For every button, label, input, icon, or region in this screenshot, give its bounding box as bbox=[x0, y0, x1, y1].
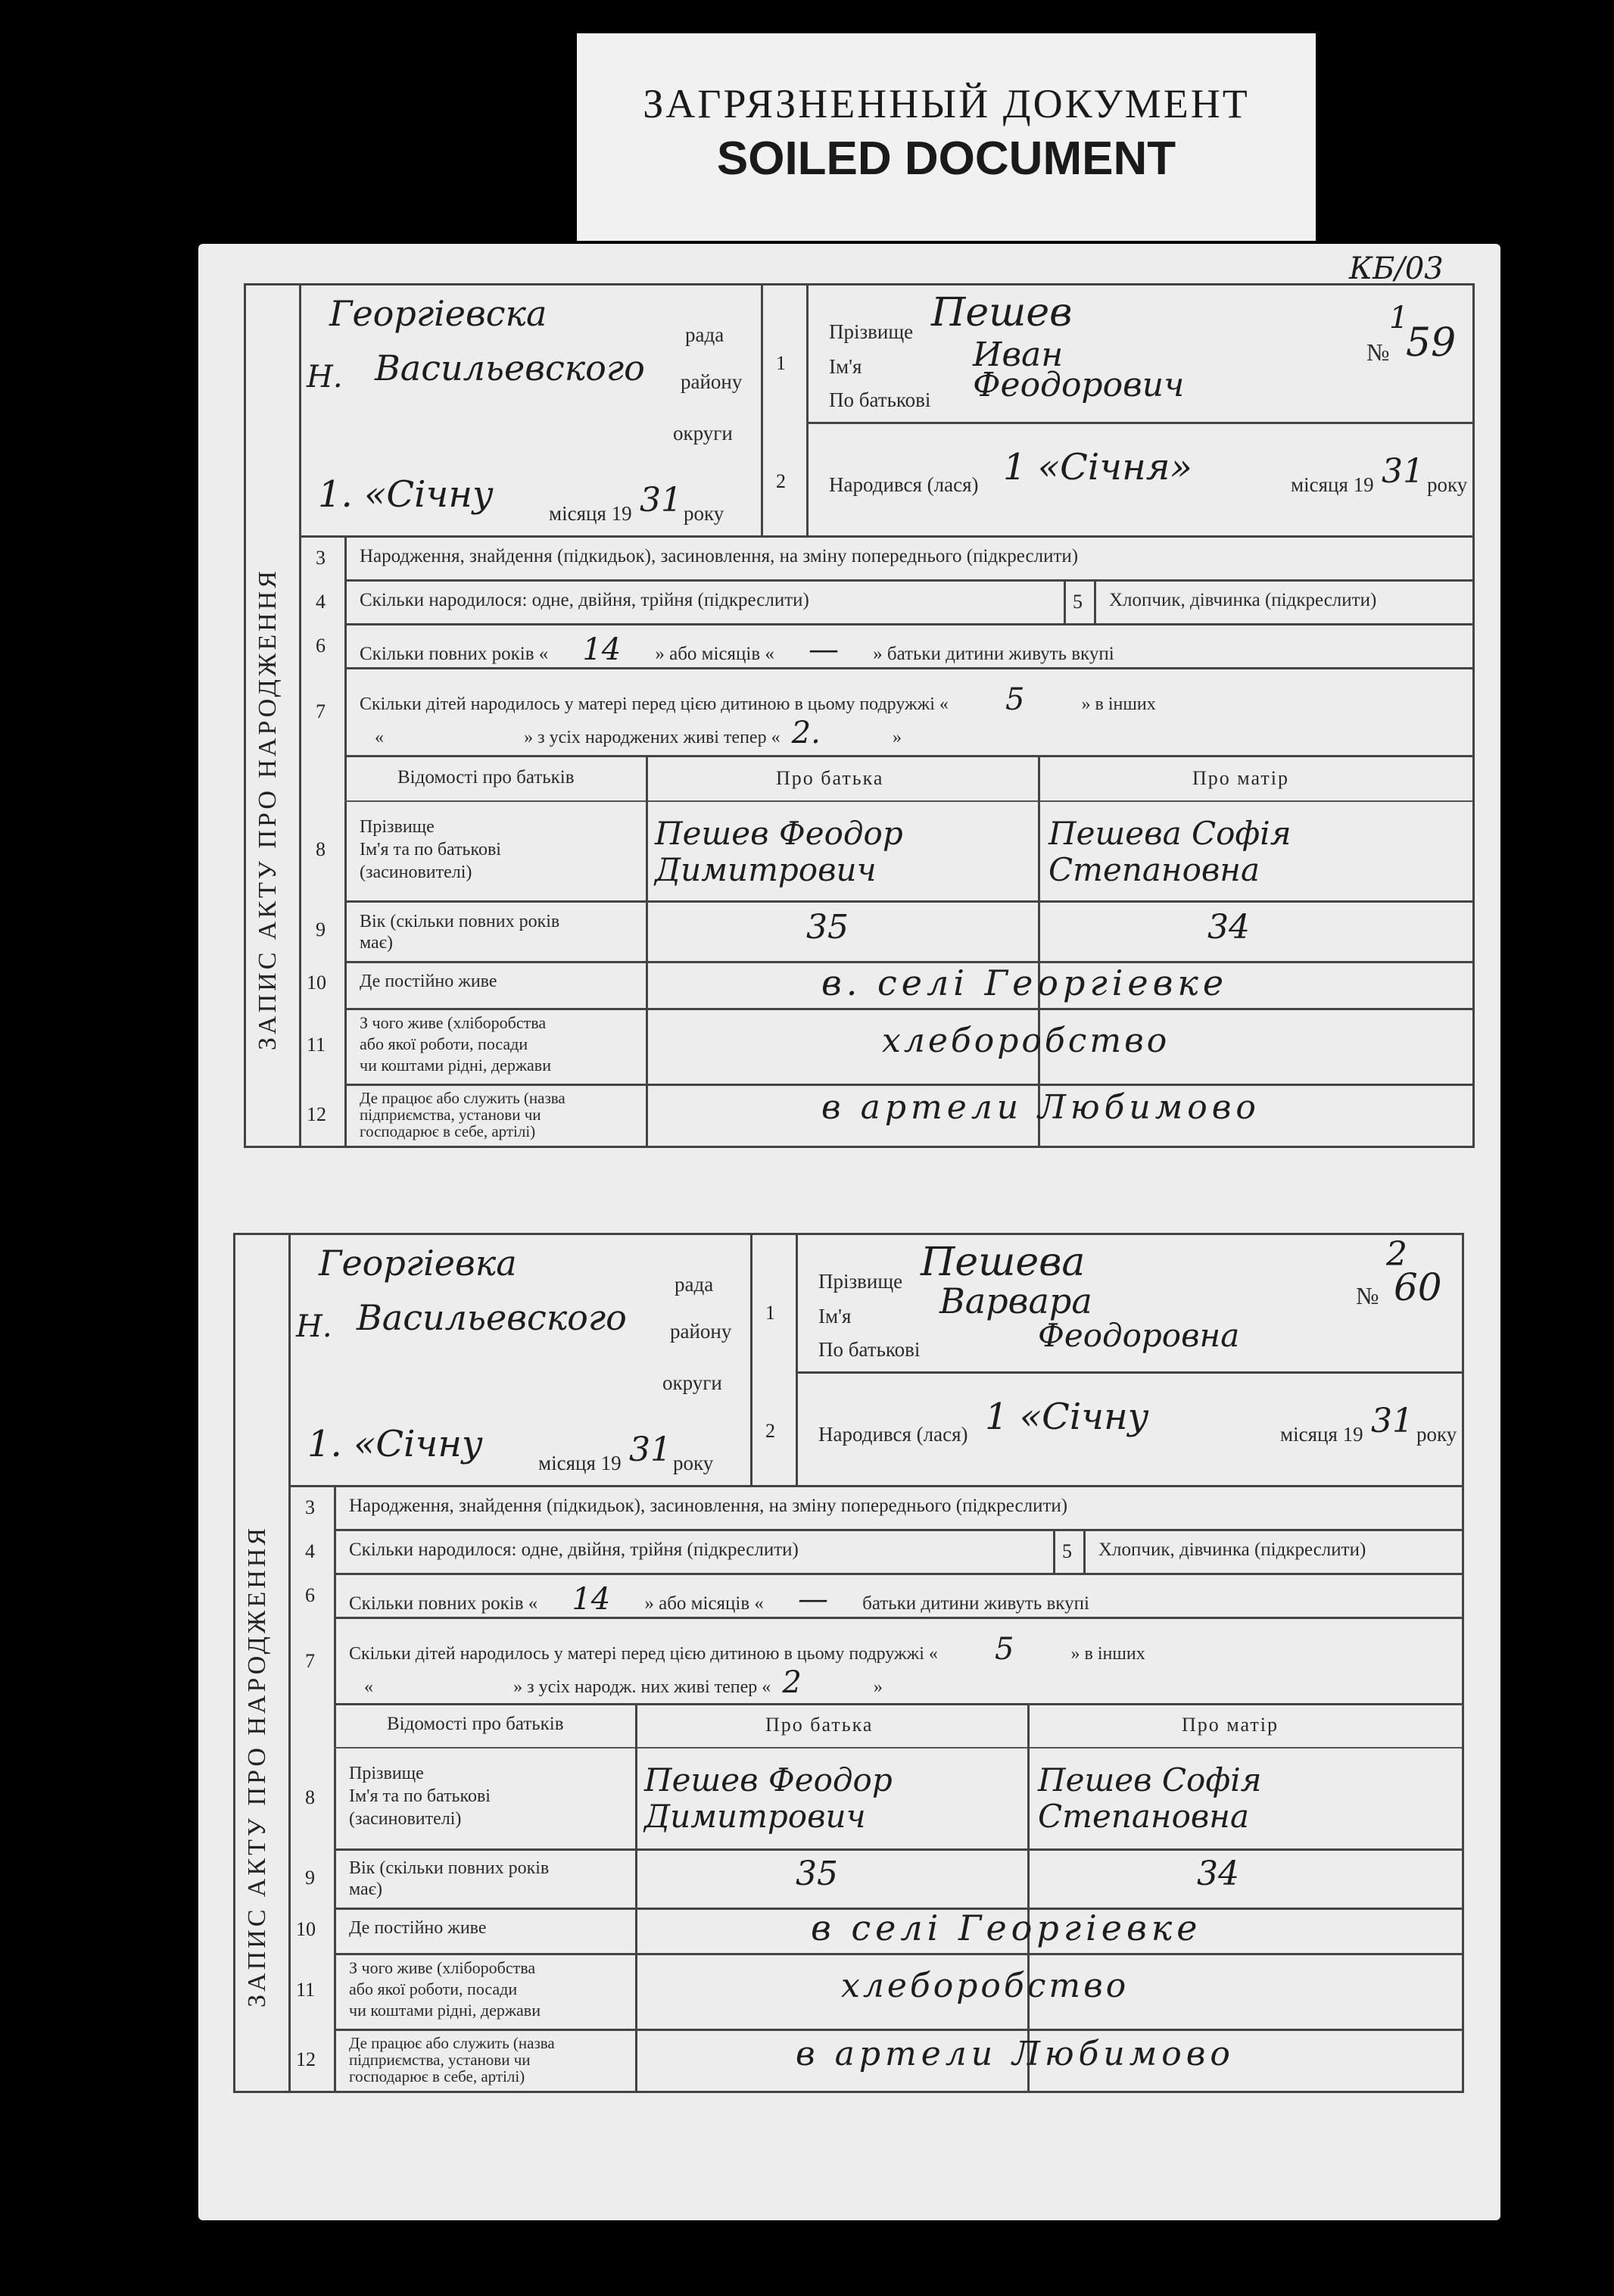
row12-label: Де працює або служить (назва підприємства, установи чи господарює в себе, артілі) bbox=[349, 2034, 555, 2085]
date-value: 1. «Січну bbox=[307, 1423, 483, 1465]
row-num-6: 6 bbox=[316, 635, 326, 657]
row3-text: Народження, знайдення (підкидьок), засиновлення, на зміну попереднього (підкреслити) bbox=[349, 1496, 1068, 1516]
record-number-prefix: 1 bbox=[1389, 301, 1409, 335]
name-label: Ім'я bbox=[829, 355, 862, 378]
row11-label: З чого живе (хліборобства або якої роботи, посади чи коштами рідні, держави bbox=[349, 1958, 541, 2020]
rada-value: Георгіевска bbox=[329, 293, 547, 334]
born-year-label: року bbox=[1427, 473, 1468, 496]
row-num-1: 1 bbox=[765, 1302, 775, 1324]
row10-label: Де постійно живе bbox=[349, 1918, 487, 1938]
date-value: 1. «Січну bbox=[318, 473, 494, 516]
row7-line1 bbox=[349, 1632, 1145, 1667]
row6-months: — bbox=[809, 632, 840, 667]
row7-text-c: « bbox=[375, 728, 384, 747]
father-name: Пешев Феодор Димитрович bbox=[644, 1761, 893, 1835]
row4-text: Скільки народилося: одне, двійня, трійня (підкреслити) bbox=[360, 590, 809, 610]
row-num-12: 12 bbox=[307, 1103, 326, 1125]
row-num-11: 11 bbox=[307, 1034, 326, 1056]
occupation: хлеборобство bbox=[841, 1967, 1129, 2005]
row6-text-b: » або місяців « bbox=[644, 1593, 764, 1614]
father-name: Пешев Феодор Димитрович bbox=[655, 815, 903, 888]
row-num-10: 10 bbox=[296, 1918, 316, 1940]
row7-line2 bbox=[364, 1665, 883, 1700]
mother-age: 34 bbox=[1207, 908, 1250, 947]
row-num-6: 6 bbox=[305, 1584, 315, 1606]
row6-text-a: Скільки повних років « bbox=[349, 1593, 538, 1614]
born-year: 31 bbox=[1371, 1402, 1413, 1440]
row-num-8: 8 bbox=[305, 1786, 315, 1808]
row6-text-c: » батьки дитини живуть вкупі bbox=[873, 644, 1114, 664]
rada-label: рада bbox=[685, 323, 724, 346]
child-surname: Пешев bbox=[931, 290, 1073, 335]
row7-text-c: « bbox=[364, 1677, 373, 1697]
rada-value: Георгіевка bbox=[319, 1243, 517, 1284]
form-vertical-title: ЗАПИС АКТУ ПРО НАРОДЖЕННЯ bbox=[243, 1525, 271, 2007]
born-value: 1 «Січня» bbox=[1003, 446, 1192, 488]
mother-name: Пешев Софія Степановна bbox=[1038, 1761, 1262, 1835]
parents-col1-header: Про батька bbox=[765, 1714, 874, 1736]
raion-value: Васильевского bbox=[375, 348, 645, 388]
date-year-label: року bbox=[673, 1452, 714, 1474]
page-mark: КБ/03 bbox=[1349, 251, 1444, 286]
row7-text-e: » bbox=[892, 728, 902, 747]
parents-col1-header: Про батька bbox=[776, 767, 884, 789]
born-month-label: місяця 19 bbox=[1280, 1423, 1363, 1446]
mother-age: 34 bbox=[1197, 1855, 1239, 1893]
born-month-label: місяця 19 bbox=[1291, 473, 1374, 496]
row8-label: Прізвище Ім'я та по батькові (засиновителі) bbox=[349, 1764, 491, 1829]
record-number-prefix: 2 bbox=[1386, 1235, 1407, 1274]
document-page bbox=[198, 244, 1500, 2220]
father-age: 35 bbox=[796, 1855, 838, 1893]
record-number-label: № bbox=[1356, 1282, 1379, 1309]
row4-text: Скільки народилося: одне, двійня, трійня (підкреслити) bbox=[349, 1540, 799, 1560]
parents-col2-header: Про матір bbox=[1182, 1714, 1279, 1736]
birth-record-form-2 bbox=[233, 1233, 1464, 2093]
child-patronymic: Феодоровна bbox=[1038, 1317, 1240, 1354]
row6-text-b: » або місяців « bbox=[655, 644, 774, 664]
surname-label: Прізвище bbox=[829, 320, 914, 343]
row7-prior-children: 5 bbox=[994, 1632, 1014, 1667]
label-english: SOILED DOCUMENT bbox=[716, 133, 1176, 185]
patronymic-label: По батькові bbox=[829, 388, 931, 411]
row-num-5: 5 bbox=[1073, 591, 1083, 613]
row7-text-b: » в інших bbox=[1081, 694, 1156, 714]
row-num-10: 10 bbox=[307, 972, 326, 994]
raion-label: району bbox=[670, 1320, 732, 1343]
surname-label: Прізвище bbox=[818, 1270, 903, 1293]
workplace: в артели Любимово bbox=[821, 1088, 1260, 1127]
raion-prefix: Н. bbox=[296, 1309, 332, 1344]
row6-text-a: Скільки повних років « bbox=[360, 644, 549, 664]
row8-label: Прізвище Ім'я та по батькові (засиновителі) bbox=[360, 817, 501, 882]
form-vertical-title: ЗАПИС АКТУ ПРО НАРОДЖЕННЯ bbox=[254, 568, 282, 1050]
row5-text: Хлопчик, дівчинка (підкреслити) bbox=[1098, 1540, 1366, 1560]
residence: в селі Георгіевке bbox=[811, 1908, 1202, 1948]
row5-text: Хлопчик, дівчинка (підкреслити) bbox=[1109, 590, 1377, 610]
father-age: 35 bbox=[806, 908, 849, 947]
row6-months: — bbox=[798, 1582, 829, 1617]
child-name: Иван bbox=[973, 335, 1064, 374]
soiled-document-label bbox=[577, 33, 1316, 241]
row-num-11: 11 bbox=[296, 1979, 316, 2001]
parents-col0-header: Відомості про батьків bbox=[397, 767, 575, 788]
born-label: Народився (лася) bbox=[818, 1423, 968, 1446]
patronymic-label: По батькові bbox=[818, 1338, 921, 1361]
record-number-value: 60 bbox=[1394, 1265, 1442, 1309]
row11-label: З чого живе (хліборобства або якої роботи, посади чи коштами рідні, держави bbox=[360, 1013, 551, 1075]
row7-text-e: » bbox=[873, 1677, 883, 1697]
row-num-7: 7 bbox=[305, 1650, 315, 1672]
child-patronymic: Феодорович bbox=[973, 366, 1185, 404]
mother-name: Пешева Софія Степановна bbox=[1048, 815, 1292, 888]
date-year: 31 bbox=[640, 481, 682, 519]
row7-text-b: » в інших bbox=[1070, 1644, 1145, 1664]
row7-prior-children: 5 bbox=[1005, 682, 1025, 717]
rada-label: рада bbox=[675, 1273, 714, 1296]
born-value: 1 «Січну bbox=[985, 1396, 1149, 1438]
record-number-value: 59 bbox=[1406, 320, 1457, 366]
parents-col0-header: Відомості про батьків bbox=[387, 1714, 564, 1734]
residence: в. селі Георгіевке bbox=[821, 962, 1229, 1003]
row-num-4: 4 bbox=[316, 591, 326, 613]
parents-col2-header: Про матір bbox=[1192, 767, 1290, 789]
workplace: в артели Любимово bbox=[796, 2035, 1235, 2073]
row-num-3: 3 bbox=[305, 1496, 315, 1518]
birth-record-form-1 bbox=[244, 283, 1475, 1148]
row-num-7: 7 bbox=[316, 700, 326, 722]
row7-line1 bbox=[360, 682, 1156, 717]
row7-line2 bbox=[375, 716, 902, 750]
okrug-label: округи bbox=[673, 422, 733, 445]
record-number-label: № bbox=[1366, 338, 1390, 366]
row7-text-a: Скільки дітей народилось у матері перед цією дитиною в цьому подружжі « bbox=[360, 694, 949, 714]
born-label: Народився (лася) bbox=[829, 473, 979, 496]
row7-text-d: » з усіх народж. них живі тепер « bbox=[513, 1677, 771, 1697]
row6 bbox=[360, 632, 1114, 667]
row9-label: Вік (скільки повних років має) bbox=[349, 1858, 550, 1899]
row-num-8: 8 bbox=[316, 838, 326, 860]
born-year: 31 bbox=[1382, 452, 1424, 491]
born-year-label: року bbox=[1416, 1423, 1457, 1446]
row-num-2: 2 bbox=[776, 470, 786, 492]
row-num-1: 1 bbox=[776, 352, 786, 374]
row3-text: Народження, знайдення (підкидьок), засиновлення, на зміну попереднього (підкреслити) bbox=[360, 546, 1079, 566]
row-num-12: 12 bbox=[296, 2048, 316, 2070]
row6-years: 14 bbox=[582, 632, 622, 667]
row10-label: Де постійно живе bbox=[360, 972, 497, 991]
date-year-label: року bbox=[684, 502, 724, 525]
row6-text-c: батьки дитини живуть вкупі bbox=[862, 1593, 1089, 1614]
row-num-3: 3 bbox=[316, 547, 326, 569]
row7-living-children: 2 bbox=[782, 1665, 802, 1700]
raion-label: району bbox=[681, 370, 743, 393]
date-year: 31 bbox=[629, 1430, 671, 1469]
raion-value: Васильевского bbox=[357, 1297, 627, 1338]
row9-label: Вік (скільки повних років має) bbox=[360, 912, 560, 953]
label-russian: ЗАГРЯЗНЕННЫЙ ДОКУМЕНТ bbox=[643, 81, 1250, 126]
row7-text-d: » з усіх народжених живі тепер « bbox=[524, 728, 781, 747]
row7-living-children: 2. bbox=[791, 716, 821, 750]
row-num-9: 9 bbox=[316, 919, 326, 941]
row6 bbox=[349, 1582, 1089, 1617]
row12-label: Де працює або служить (назва підприємства, установи чи господарює в себе, артілі) bbox=[360, 1089, 566, 1140]
raion-prefix: Н. bbox=[307, 360, 343, 395]
date-month-label: місяця 19 bbox=[538, 1452, 622, 1474]
child-name: Варвара bbox=[939, 1281, 1092, 1321]
row-num-4: 4 bbox=[305, 1540, 315, 1562]
occupation: хлеборобство bbox=[882, 1022, 1170, 1060]
name-label: Ім'я bbox=[818, 1305, 852, 1327]
row-num-5: 5 bbox=[1062, 1540, 1072, 1562]
row6-years: 14 bbox=[572, 1582, 611, 1617]
child-surname: Пешева bbox=[921, 1240, 1086, 1285]
okrug-label: округи bbox=[662, 1371, 722, 1394]
row-num-2: 2 bbox=[765, 1420, 775, 1442]
row7-text-a: Скільки дітей народилось у матері перед цією дитиною в цьому подружжі « bbox=[349, 1644, 938, 1664]
date-month-label: місяця 19 bbox=[549, 502, 632, 525]
row-num-9: 9 bbox=[305, 1867, 315, 1889]
